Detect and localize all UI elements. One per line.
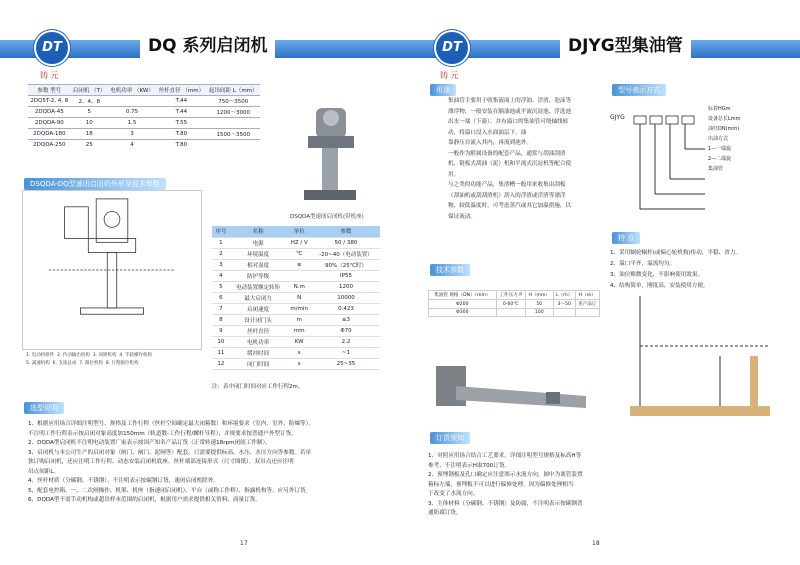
page-number: 18 (592, 540, 600, 547)
table-cell: 18 (71, 129, 108, 140)
table-cell: 丝杆直径 (230, 325, 287, 336)
header-cell: 名称 (230, 226, 287, 237)
text-line: 通防腐订货。 (428, 510, 462, 516)
table-cell (575, 309, 599, 317)
text-line: 4、丝杆材质（分碳钢、不锈钢），不注明表示按碳钢订货，速闭启闭机除外。 (28, 478, 219, 484)
legend-item: 5. 减速机构 (26, 361, 50, 366)
table-cell (108, 96, 156, 107)
text-line: 于改变了水流方向。 (428, 491, 479, 497)
legend-item: 7. 限位机构 (79, 361, 103, 366)
text-line: 5、配套电控箱、一、二次闸操作、机架、机座（指速闭启闭机）、平台（或称工作桥）、指露机构等。应另外订货。 (28, 487, 312, 494)
table-cell: 25 (71, 140, 108, 151)
selection-notes (28, 420, 378, 506)
header-cell: 集油管 规格（DN）（mm） (429, 291, 497, 300)
table-cell: m/min (286, 303, 312, 314)
table-header-row (28, 85, 260, 96)
table-cell (496, 309, 525, 317)
text-line: 2—二端旋 (708, 156, 732, 162)
text-line: 3、油位略微变化，不影响使用效果。 (610, 272, 704, 278)
model-spec-table (28, 84, 260, 151)
features-section-tag: 特 点 (612, 232, 640, 244)
table-cell: 电源 (230, 237, 287, 248)
header-cell: 工作压力 P (496, 291, 525, 300)
table-cell: IP55 (312, 270, 380, 281)
table-cell (286, 270, 312, 281)
notes-section-tag: 选型说明 (24, 402, 64, 414)
page-title: DJYG型集油管 (560, 28, 691, 59)
legend-item: 1. 电动机组件 (26, 353, 55, 358)
table-cell: 5 (71, 107, 108, 118)
text-line: 3、主体材料（分碳钢、不锈钢）及防腐，不注明表示按碳钢普 (428, 500, 583, 507)
text-line: 不注明工作行程表示按启闭对象高度加150mm（轨道数-工作行程/螺杆导程），并规要求按普通户外型订货。 (28, 430, 297, 437)
text-line: 集油管主要用于收集液面上的浮油、浮渣、泡沫等漂浮物，一般安装在隔油池或平流沉淀池、浮选池出水一端（下游），并有溢口的集油管可绕轴线转动，将溢口没入水面油层下，油 (448, 98, 572, 136)
table-cell: Φ300 (429, 309, 497, 317)
table-cell: 12 (212, 358, 230, 369)
table-row (212, 281, 380, 292)
table-cell: 启闭速度 (230, 303, 287, 314)
table-cell: 3 (108, 129, 156, 140)
table-cell: mm (286, 325, 312, 336)
header-cell: 序号 (212, 226, 230, 237)
header-cell: 单位 (286, 226, 312, 237)
table-cell: T.44 (156, 107, 206, 118)
text-line: 3、启闭机与本公司生产的启闭对象（闸门、闸门、泥闸等）配套，只需要提供标高、水压、水压方向等参数。若单 (28, 449, 312, 456)
table-cell: Φ70 (312, 325, 380, 336)
text-line: 2、溢口平齐，溢流均匀。 (610, 261, 676, 267)
table-cell: 1.5 (108, 118, 156, 129)
table-cell: 设计闭门头 (230, 314, 287, 325)
installation-diagram (610, 296, 778, 426)
table-cell: 1500～3500 (207, 129, 260, 140)
tech-section-tag: 技术参数 (430, 264, 470, 276)
table-cell: 750～3500 (207, 96, 260, 107)
text-line: 靠静压自流入其内，再流到池外。 (448, 140, 532, 146)
table-cell: 5 (212, 281, 230, 292)
table-cell: 7 (212, 303, 230, 314)
table-row (212, 358, 380, 369)
table-cell: m (286, 314, 312, 325)
table-cell: s (286, 347, 312, 358)
model-code: GJYG (610, 114, 625, 121)
order-notes-tag: 订货须知 (430, 432, 470, 444)
logo-subtitle: 铸 元 (440, 71, 459, 80)
text-line: 一般作为附属设备的配套产品，通常与刮油刮渣机、链板式刮油（泥）机和平流式沉淀机等配合使用。 (448, 150, 572, 178)
features-list (610, 248, 741, 292)
table-cell: 8 (212, 314, 230, 325)
hoist-photo (286, 98, 372, 208)
table-header-row (429, 291, 600, 300)
table-cell: 25~35 (312, 358, 380, 369)
table-cell: 最大启闭力 (230, 292, 287, 303)
table-row (28, 118, 260, 129)
header-cell: 电机功率 （KW） (108, 85, 156, 96)
table-cell: 2DQDA-250 (28, 140, 71, 151)
table-row (429, 300, 600, 309)
table-cell: 防护等级 (230, 270, 287, 281)
table-cell: T.80 (156, 129, 206, 140)
table-cell: N (286, 292, 312, 303)
table-cell: 0-60℃ (496, 300, 525, 309)
text-line: 集油管 (708, 166, 724, 172)
drawing-section-tag: DSQDA-DQ型速闭启闭机外形及技术参数 (24, 178, 166, 190)
legend-item: 4. 手轮操作机构 (119, 353, 153, 358)
hoist-drawing (22, 190, 202, 350)
logo-subtitle: 铸 元 (40, 71, 59, 80)
table-row (212, 237, 380, 248)
header-cell: H（m） (575, 291, 599, 300)
table-cell: 1200 (312, 281, 380, 292)
intro-text (448, 96, 576, 222)
text-line: 设备总长Lmm (708, 116, 741, 122)
table-cell: 6 (212, 292, 230, 303)
text-line: 1、对照应用场合结合工艺要求，详细注明型号规格及标高H等 (428, 453, 582, 459)
table-cell: 0.423 (312, 303, 380, 314)
text-line: 参考，不注明表示H取700订货。 (428, 462, 511, 469)
table-row (212, 270, 380, 281)
text-line: 标着HGm (708, 106, 731, 112)
table-cell: 闭门时间 (230, 358, 287, 369)
table-cell: 11 (212, 347, 230, 358)
table-cell: T.55 (156, 118, 206, 129)
table-cell: s (286, 358, 312, 369)
model-code-lines (610, 104, 770, 224)
table-cell: 环境温度 (230, 248, 287, 259)
legend-item: 2. 传动输出机构 (57, 353, 90, 358)
model-section-tag: 型号表示方式 (612, 84, 666, 96)
tech-table-note: 注：表中闭门时间对应工作行程2m。 (212, 384, 304, 390)
table-row (212, 292, 380, 303)
table-cell: 2DQDA-90 (28, 118, 71, 129)
photo-caption: DSQDA型速闭启闭机(带机座) (290, 214, 364, 220)
table-cell: 电动装置额定转矩 (230, 281, 287, 292)
text-line: 油径DN(mm) (708, 126, 740, 132)
text-line: 1—一端旋 (708, 146, 732, 152)
table-cell: 10000 (312, 292, 380, 303)
table-cell: 0.75 (108, 107, 156, 118)
table-cell: 3～50 (553, 300, 575, 309)
page-number: 17 (240, 540, 248, 547)
table-row (212, 259, 380, 270)
header-cell: 参数 型号 (28, 85, 71, 96)
table-cell: 50 / 380 (312, 237, 380, 248)
company-logo: DT (34, 30, 70, 66)
table-row (28, 96, 260, 107)
table-header-row (212, 226, 380, 237)
table-cell: N.m (286, 281, 312, 292)
table-cell: ℃ (286, 248, 312, 259)
model-labels (708, 104, 741, 174)
header-cell: 参数 (312, 226, 380, 237)
table-cell: HZ / V (286, 237, 312, 248)
table-row (212, 248, 380, 259)
text-line: 吊点间距L。 (28, 468, 60, 475)
legend-item: 6. 支座总成 (52, 361, 77, 366)
table-row (212, 347, 380, 358)
text-line: 1、根据应用场合详细注明型号、规格及工作行程（丝杆空间确定最大闭箱数）和环境要求（室内、室外、防爆等）。 (28, 421, 315, 427)
table-cell (207, 118, 260, 129)
intro-section-tag: 用途 (430, 84, 456, 96)
table-cell: 1 (212, 237, 230, 248)
text-line: 1、采用蜗轮蜗杆(或偏心轮机构)传动，平稳、省力。 (610, 250, 741, 256)
table-cell: 100 (525, 309, 553, 317)
table-cell: ≤3 (312, 314, 380, 325)
table-cell: KW (286, 336, 312, 347)
header-cell: H（mm） (525, 291, 553, 300)
header-cell: L（m） (553, 291, 575, 300)
table-cell: 2、4、8 (71, 96, 108, 107)
tech-spec-table (212, 226, 380, 370)
right-header (400, 28, 800, 80)
table-cell: 2 (212, 248, 230, 259)
table-row (28, 129, 260, 140)
text-line: 6、DQDA型不需手动机构或超出样本范围的启闭机，根据用户需求提供相关资料、商量订货。 (28, 497, 261, 503)
table-cell: ~1 (312, 347, 380, 358)
table-cell: 9 (212, 325, 230, 336)
table-cell: 50 (525, 300, 553, 309)
table-cell: 90%（25℃时） (312, 259, 380, 270)
table-cell: ≤ (286, 259, 312, 270)
table-cell: 2.2 (312, 336, 380, 347)
table-row (28, 107, 260, 118)
text-line: 2、DQDA型启闭机不注明电动装置厂家表示按国产知名产品订货（正常转速18rpm闭间工作制）。 (28, 440, 271, 446)
model-code-diagram (610, 104, 770, 224)
table-cell (553, 309, 575, 317)
table-cell: 10 (212, 336, 230, 347)
company-logo: DT (434, 30, 470, 66)
text-line: 箱标左端，预埋板不可以进行偏修处理，因为偏修处理相当 (428, 481, 574, 488)
text-line: 2、预埋钢板及孔口确定应注意图示水流方向，图中为离管装置 (428, 472, 583, 478)
table-cell: Φ200 (429, 300, 497, 309)
pipe-spec-table (428, 290, 600, 317)
table-cell: T.44 (156, 96, 206, 107)
table-cell: 10 (71, 118, 108, 129)
table-row (212, 336, 380, 347)
left-header (0, 28, 400, 80)
header-cell: 起吊间距 L（mm） (207, 85, 260, 96)
table-cell: 2DQDA-45 (28, 107, 71, 118)
header-cell: 丝杆直径 （mm） (156, 85, 206, 96)
table-cell: 4 (212, 270, 230, 281)
text-line: 与之类似功能产品，集渣槽一般用来收集由刮板（刮油机或刮刮渣机）刮入的浮渣或浮渣等漂浮物，较低温度时，可考虑蒸汽或其它加温措施，以保证流动。 (448, 182, 572, 220)
oil-pipe-photo (426, 356, 594, 422)
order-notes (428, 452, 596, 519)
table-cell: 1200～3000 (207, 107, 260, 118)
table-cell: T.80 (156, 140, 206, 151)
table-cell: 缓冲时间 (230, 347, 287, 358)
table-cell: 2DQDA-180 (28, 129, 71, 140)
table-row (212, 303, 380, 314)
legend-item: 8. 行程限位机构 (105, 361, 139, 366)
header-cell: 启闭机 （T） (71, 85, 108, 96)
table-cell: 2DQ5T-2, 4, 8 (28, 96, 71, 107)
text-line: 4、结构简单，刚度高，安装使用方便。 (610, 283, 709, 289)
text-line: 独订购启闭机，还应注明工作行程、动态安装启闭机底座、丝杆端部连接形式（尺寸图纸），双吊点还应注明 (28, 459, 294, 465)
table-cell: 3 (212, 259, 230, 270)
table-row (212, 325, 380, 336)
legend-item: 3. 闭锁机构 (92, 353, 117, 358)
table-cell: 4 (108, 140, 156, 151)
table-cell: 相对湿度 (230, 259, 287, 270)
table-cell: 电机功率 (230, 336, 287, 347)
text-line: 出油方式 (708, 136, 729, 142)
table-cell (207, 140, 260, 151)
page-title: DQ 系列启闭机 (140, 28, 275, 59)
table-row (28, 140, 260, 151)
table-row (212, 314, 380, 325)
table-cell: -20~40（电动装置） (312, 248, 380, 259)
drawing-legend (26, 352, 202, 368)
table-cell: 见产品订 (575, 300, 599, 309)
table-row (429, 309, 600, 317)
